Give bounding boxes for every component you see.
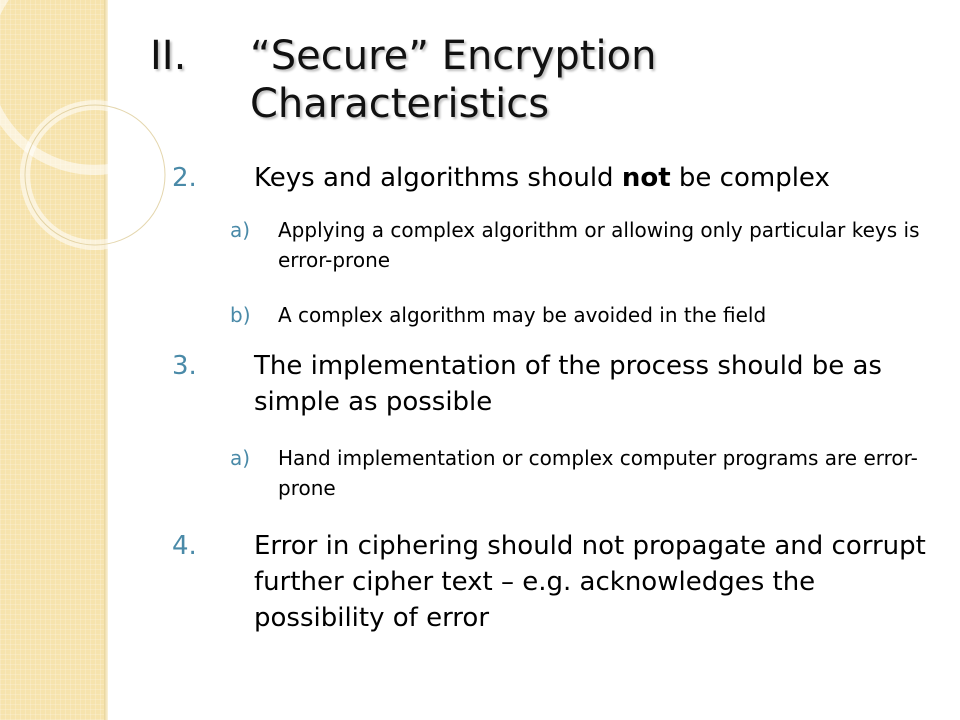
list-item-3	[172, 348, 932, 420]
sub-item-letter: a)	[230, 446, 251, 470]
item-number: 4.	[172, 531, 197, 561]
sub-item-letter: b)	[230, 303, 251, 327]
item-text-part: be complex	[670, 163, 830, 193]
slide-title	[150, 32, 940, 128]
item-text	[254, 160, 830, 196]
sub-item-text: Hand implementation or complex computer programs are error-prone	[278, 446, 918, 500]
sub-item-2b	[230, 300, 930, 330]
list-item-2	[172, 160, 932, 196]
sub-item-3a	[230, 443, 930, 503]
sub-item-text: A complex algorithm may be avoided in the field	[278, 303, 767, 327]
sub-item-letter: a)	[230, 218, 251, 242]
item-text-part: Keys and algorithms should	[254, 163, 622, 193]
sub-item-text: Applying a complex algorithm or allowing only particular keys is error-prone	[278, 218, 920, 272]
item-number: 2.	[172, 163, 197, 193]
list-item-4	[172, 528, 932, 636]
item-text: Error in ciphering should not propagate and corrupt further cipher text – e.g. acknowledges the possibility of error	[254, 531, 926, 633]
item-text: The implementation of the process should be as simple as possible	[254, 351, 882, 417]
item-number: 3.	[172, 351, 197, 381]
item-text-bold: not	[621, 163, 671, 193]
title-number: II.	[150, 33, 187, 79]
title-text: “Secure” Encryption Characteristics	[250, 33, 657, 127]
sub-item-2a	[230, 215, 930, 275]
